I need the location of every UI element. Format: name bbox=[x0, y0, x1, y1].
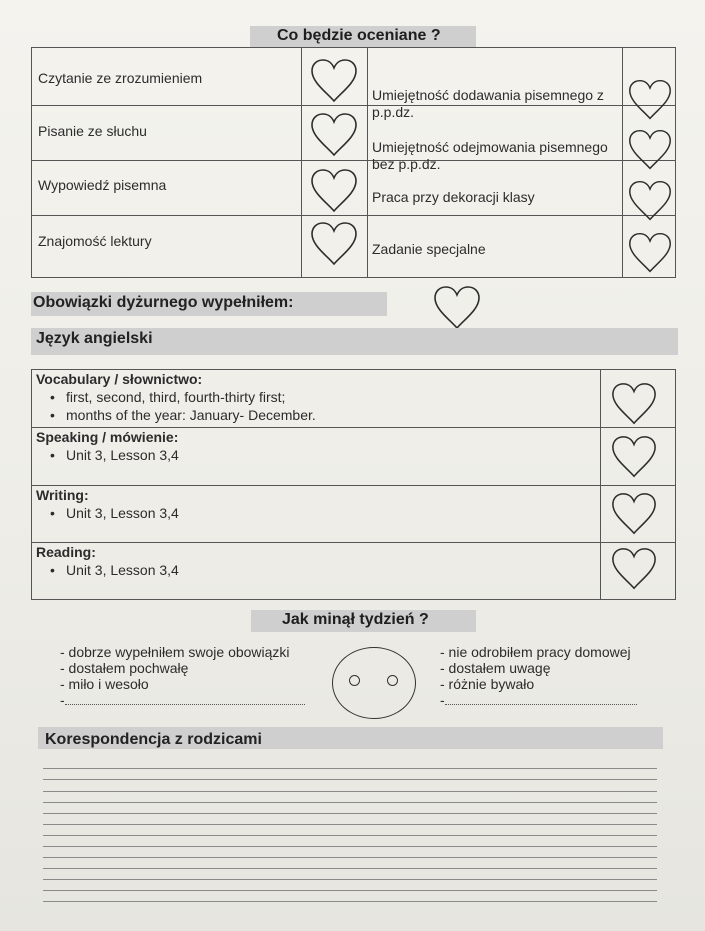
vocabulary-heading: Vocabulary / słownictwo: bbox=[36, 371, 203, 387]
heart-icon[interactable] bbox=[627, 78, 673, 122]
face-icon bbox=[332, 647, 416, 719]
heart-icon[interactable] bbox=[309, 58, 359, 104]
grading-left-item: Znajomość lektury bbox=[38, 233, 152, 249]
heart-icon[interactable] bbox=[610, 381, 658, 427]
duty-label: Obowiązki dyżurnego wypełniłem: bbox=[33, 294, 294, 311]
list-item: - nie odrobiłem pracy domowej bbox=[440, 644, 631, 660]
week-right-list bbox=[440, 644, 637, 708]
list-item: - dostałem uwagę bbox=[440, 660, 551, 676]
reading-heading: Reading: bbox=[36, 544, 96, 560]
writing-heading: Writing: bbox=[36, 487, 89, 503]
list-item: • months of the year: January- December. bbox=[66, 406, 316, 424]
grading-right-item: Praca przy dekoracji klasy bbox=[372, 189, 535, 205]
grading-right-item: Umiejętność dodawania pisemnego z p.p.dz. bbox=[372, 87, 604, 120]
writing-block bbox=[36, 486, 179, 522]
heart-icon[interactable] bbox=[610, 546, 658, 592]
heart-icon[interactable] bbox=[309, 221, 359, 267]
list-item: • Unit 3, Lesson 3,4 bbox=[66, 504, 179, 522]
week-left-list bbox=[60, 644, 305, 708]
list-item: • Unit 3, Lesson 3,4 bbox=[66, 446, 179, 464]
speaking-heading: Speaking / mówienie: bbox=[36, 429, 179, 445]
vocabulary-block bbox=[36, 370, 316, 424]
week-title: Jak minął tydzień ? bbox=[282, 611, 429, 628]
heart-icon[interactable] bbox=[309, 112, 359, 158]
heart-icon[interactable] bbox=[309, 168, 359, 214]
list-item: - miło i wesoło bbox=[60, 676, 149, 692]
list-item: - różnie bywało bbox=[440, 676, 535, 692]
grading-left-item: Pisanie ze słuchu bbox=[38, 123, 147, 139]
grading-right-item: Umiejętność odejmowania pisemnego bez p.p.dz. bbox=[372, 139, 608, 172]
heart-icon[interactable] bbox=[627, 179, 673, 223]
list-item: - dobrze wypełniłem swoje obowiązki bbox=[60, 644, 290, 660]
grading-title: Co będzie oceniane ? bbox=[277, 27, 441, 44]
grading-right-item: Zadanie specjalne bbox=[372, 241, 486, 257]
list-item: • first, second, third, fourth-thirty first; bbox=[66, 388, 316, 406]
list-item[interactable]: - bbox=[60, 692, 305, 708]
list-item[interactable]: - bbox=[440, 692, 637, 708]
english-title: Język angielski bbox=[36, 330, 153, 347]
correspondence-title: Korespondencja z rodzicami bbox=[45, 731, 262, 748]
heart-icon[interactable] bbox=[432, 284, 482, 332]
heart-icon[interactable] bbox=[627, 231, 673, 275]
heart-icon[interactable] bbox=[627, 128, 673, 172]
grading-left-item: Wypowiedź pisemna bbox=[38, 177, 167, 193]
heart-icon[interactable] bbox=[610, 491, 658, 537]
list-item: • Unit 3, Lesson 3,4 bbox=[66, 561, 179, 579]
english-table bbox=[31, 369, 676, 600]
list-item: - dostałem pochwałę bbox=[60, 660, 189, 676]
heart-icon[interactable] bbox=[610, 434, 658, 480]
grading-left-item: Czytanie ze zrozumieniem bbox=[38, 70, 203, 86]
speaking-block bbox=[36, 428, 179, 464]
reading-block bbox=[36, 543, 179, 579]
